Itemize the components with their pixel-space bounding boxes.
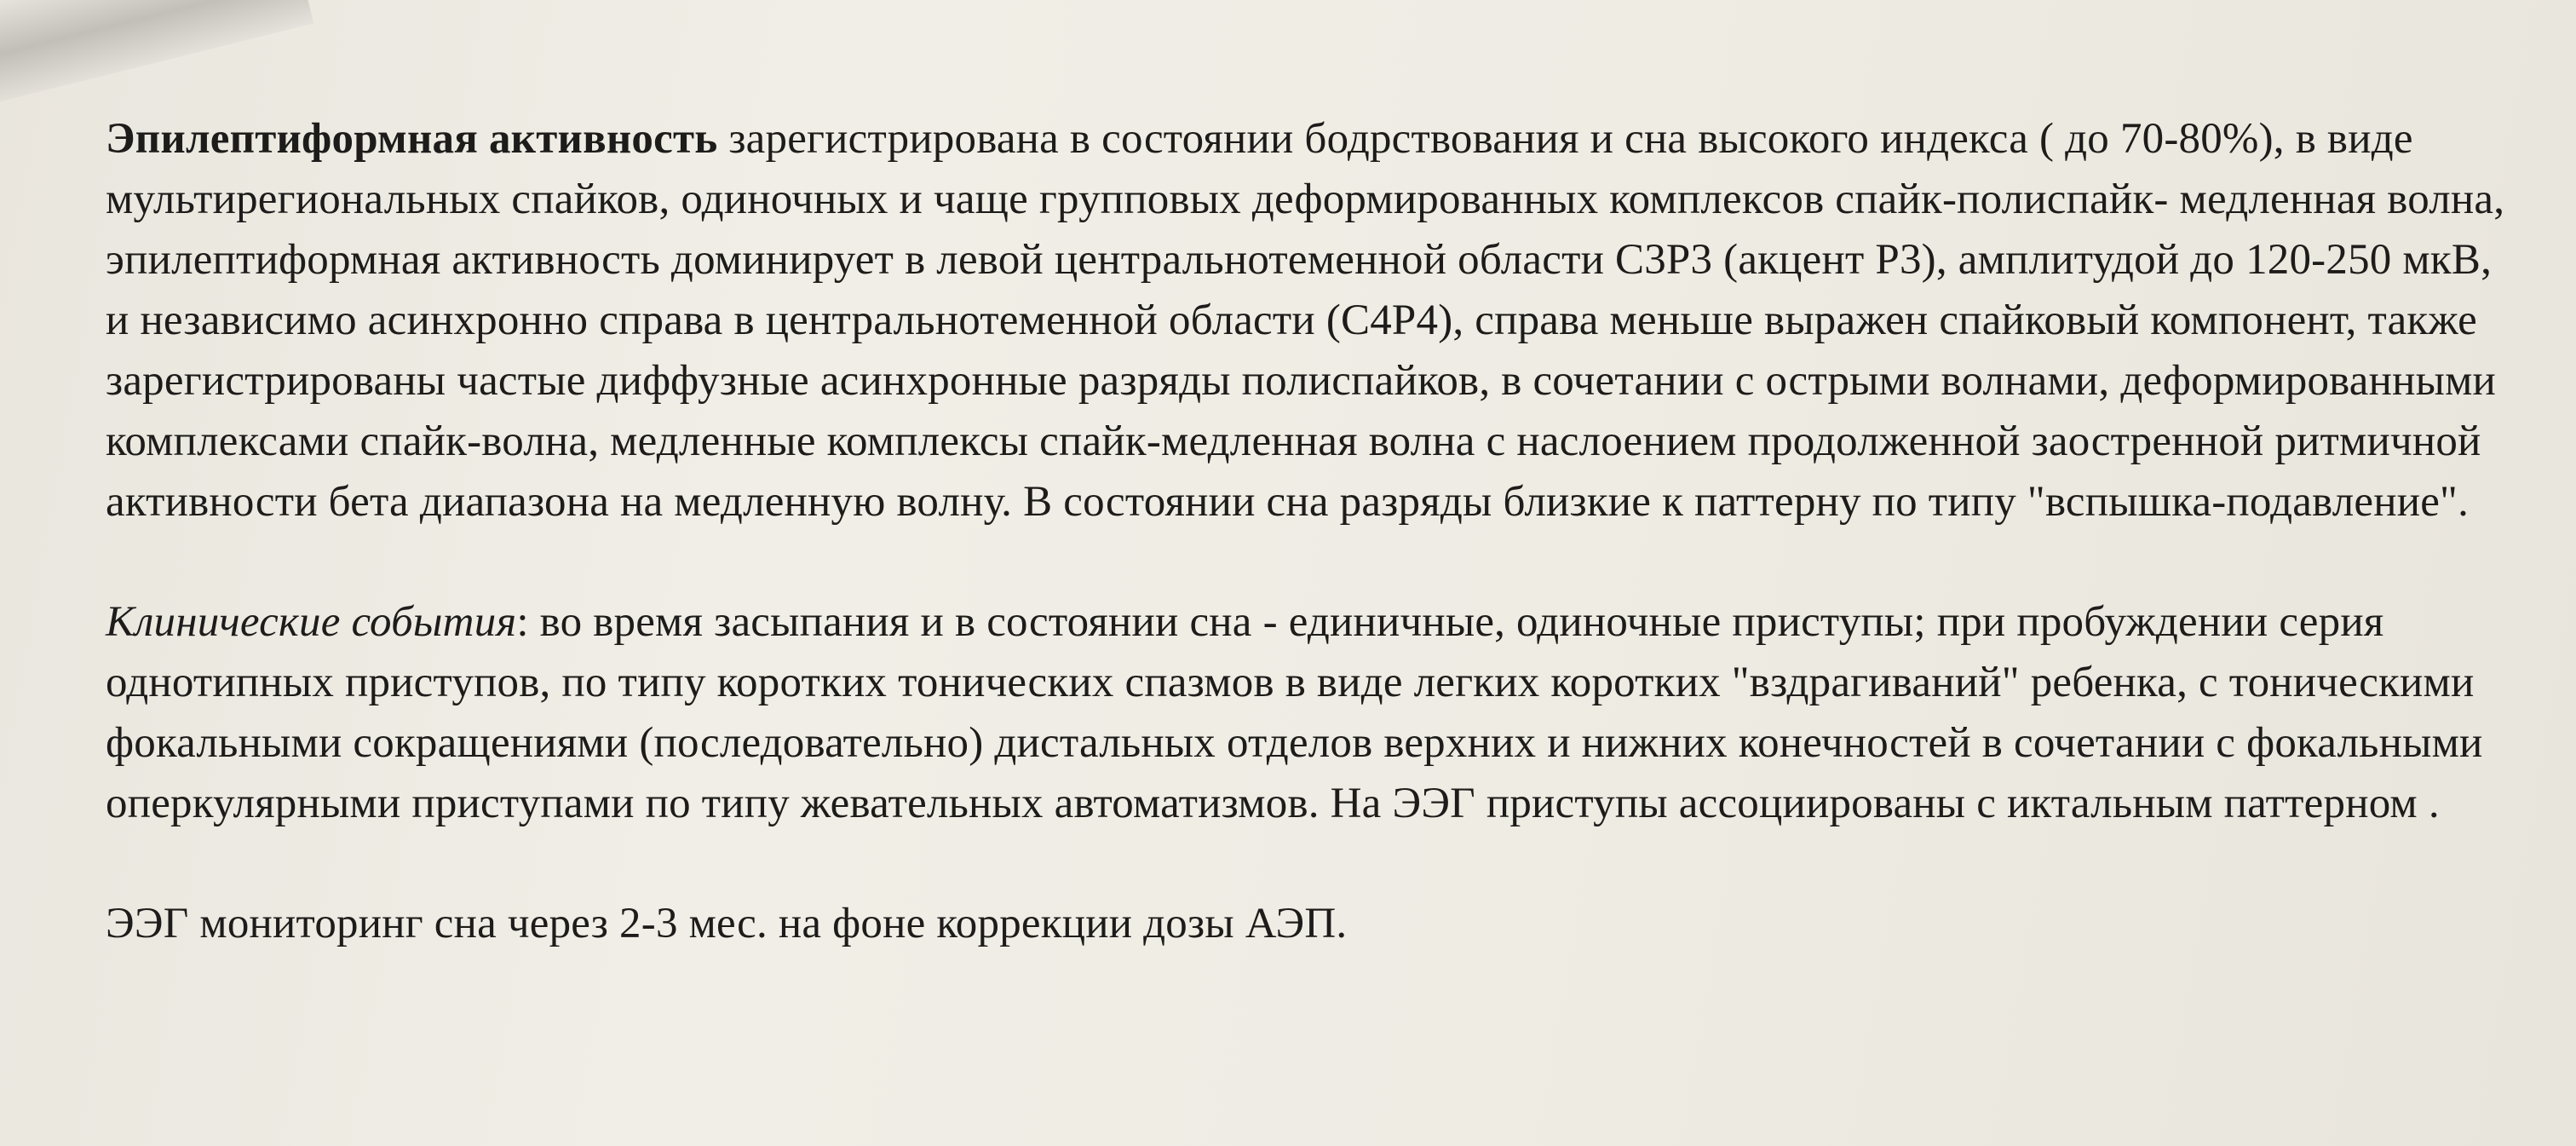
paragraph-epileptiform-activity [106,109,2516,533]
paragraph-body-epileptiform: зарегистрирована в состоянии бодрствования и сна высокого индекса ( до 70-80%), в виде мультирегиональных спайков, одиночных и чаще групповых деформированных комплексов спайк-полиспайк- медленная волна, эпилептиформная активность доминирует в левой центральнотеменной области С3Р3 (акцент Р3), амплитудой до 120-250 мкВ, и независимо асинхронно справа в центральнотеменной области (С4Р4), справа меньше выражен спайковый компонент, также зарегистрированы частые диффузные асинхронные разряды полиспайков, в сочетании с острыми волнами, деформированными комплексами спайк-волна, медленные комплексы спайк-медленная волна с наслоением продолженной заостренной ритмичной активности бета диапазона на медленную волну. В состоянии сна разряды близкие к паттерну по типу "вспышка-подавление". [106,115,2505,526]
document-page [106,109,2516,954]
paragraph-clinical-events [106,592,2516,834]
paragraph-heading-epileptiform: Эпилептиформная активность [106,115,718,163]
paragraph-spacer [106,834,2516,894]
paper-edge-shadow [0,0,313,110]
paragraph-body-clinical: : во время засыпания и в состоянии сна - единичные, одиночные приступы; при пробуждении серия однотипных приступов, по типу коротких тонических спазмов в виде легких коротких "вздрагиваний" ребенка, с тоническими фокальными сокращениями (последовательно) дистальных отделов верхних и нижних конечностей в сочетании с фокальными оперкулярными приступами по типу жевательных автоматизмов. На ЭЭГ приступы ассоциированы с иктальным паттерном . [106,598,2483,827]
paragraph-heading-clinical: Клинические события [106,598,517,646]
paragraph-eeg-monitoring [106,894,2516,954]
paragraph-body-eeg-monitoring: ЭЭГ мониторинг сна через 2-3 мес. на фоне коррекции дозы АЭП. [106,900,1348,947]
paragraph-spacer [106,533,2516,592]
